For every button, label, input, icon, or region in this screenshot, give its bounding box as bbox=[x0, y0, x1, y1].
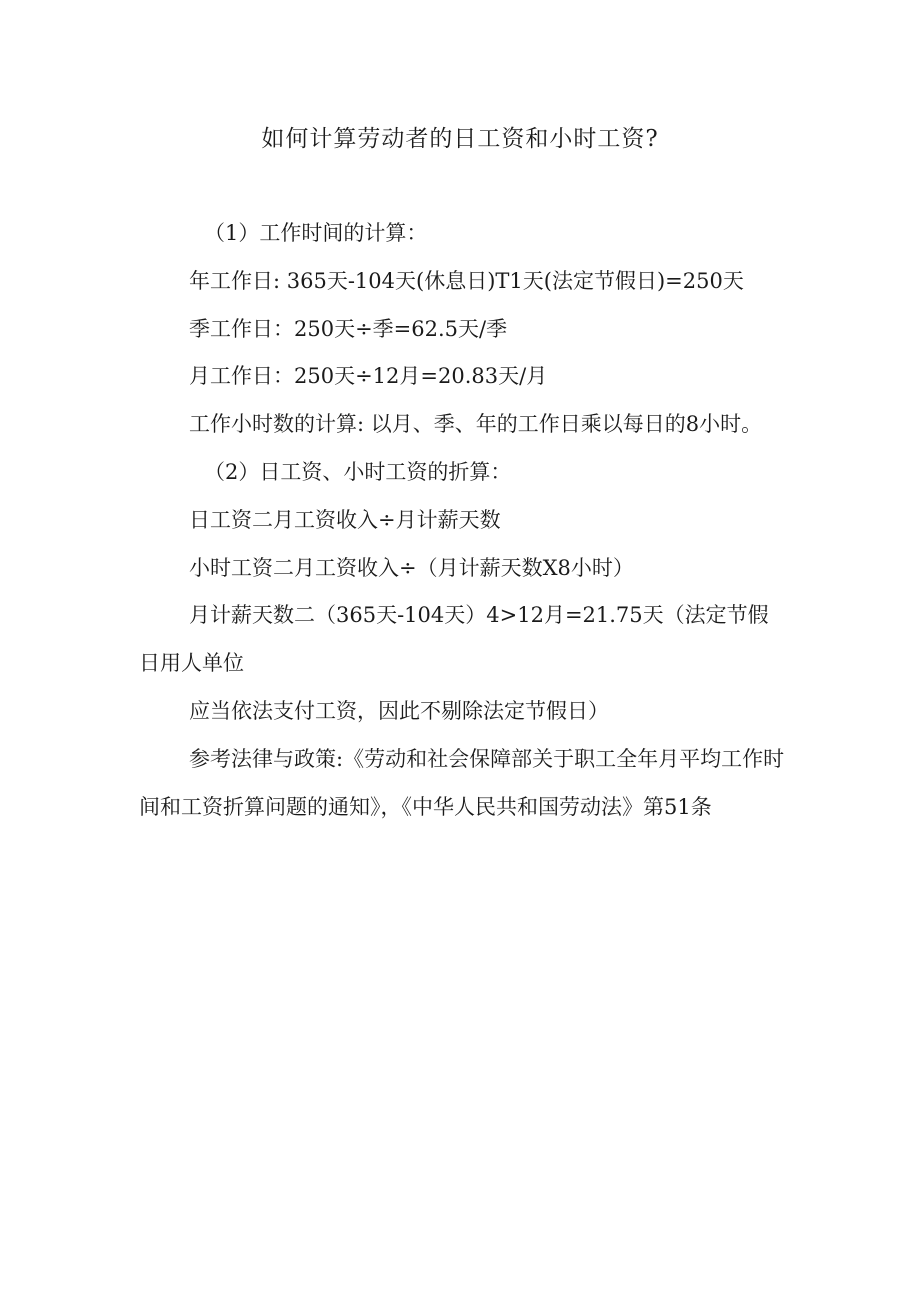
monthly-workdays-line: 月工作日：250天÷12月=20.83天/月 bbox=[189, 364, 548, 389]
annual-workdays-line: 年工作日: 365天-104天(休息日)T1天(法定节假日)=250天 bbox=[189, 268, 744, 293]
document-title: 如何计算劳动者的日工资和小时工资? bbox=[261, 126, 659, 152]
quarterly-workdays-line: 季工作日：250天÷季=62.5天/季 bbox=[189, 316, 508, 341]
document-body bbox=[139, 210, 789, 831]
legal-reference-line: 参考法律与政策:《劳动和社会保障部关于职工全年月平均工作时间和工资折算问题的通知》，《中华人民共和国劳动法》第51条 bbox=[139, 746, 785, 819]
monthly-paid-days-line: 月计薪天数二（365天-104天）4>12月=21.75天（法定节假日用人单位 bbox=[139, 603, 769, 676]
hourly-wage-line: 小时工资二月工资收入÷（月计薪天数X8小时） bbox=[189, 555, 634, 580]
section-heading-work-time: （1）工作时间的计算： bbox=[204, 221, 428, 245]
holiday-note-line: 应当依法支付工资，因此不剔除法定节假日） bbox=[189, 698, 609, 723]
daily-wage-line: 日工资二月工资收入÷月计薪天数 bbox=[189, 507, 501, 532]
work-hours-line: 工作小时数的计算: 以月、季、年的工作日乘以每日的8小时。 bbox=[189, 412, 763, 437]
section-heading-wage-conversion: （2）日工资、小时工资的折算： bbox=[204, 459, 512, 484]
